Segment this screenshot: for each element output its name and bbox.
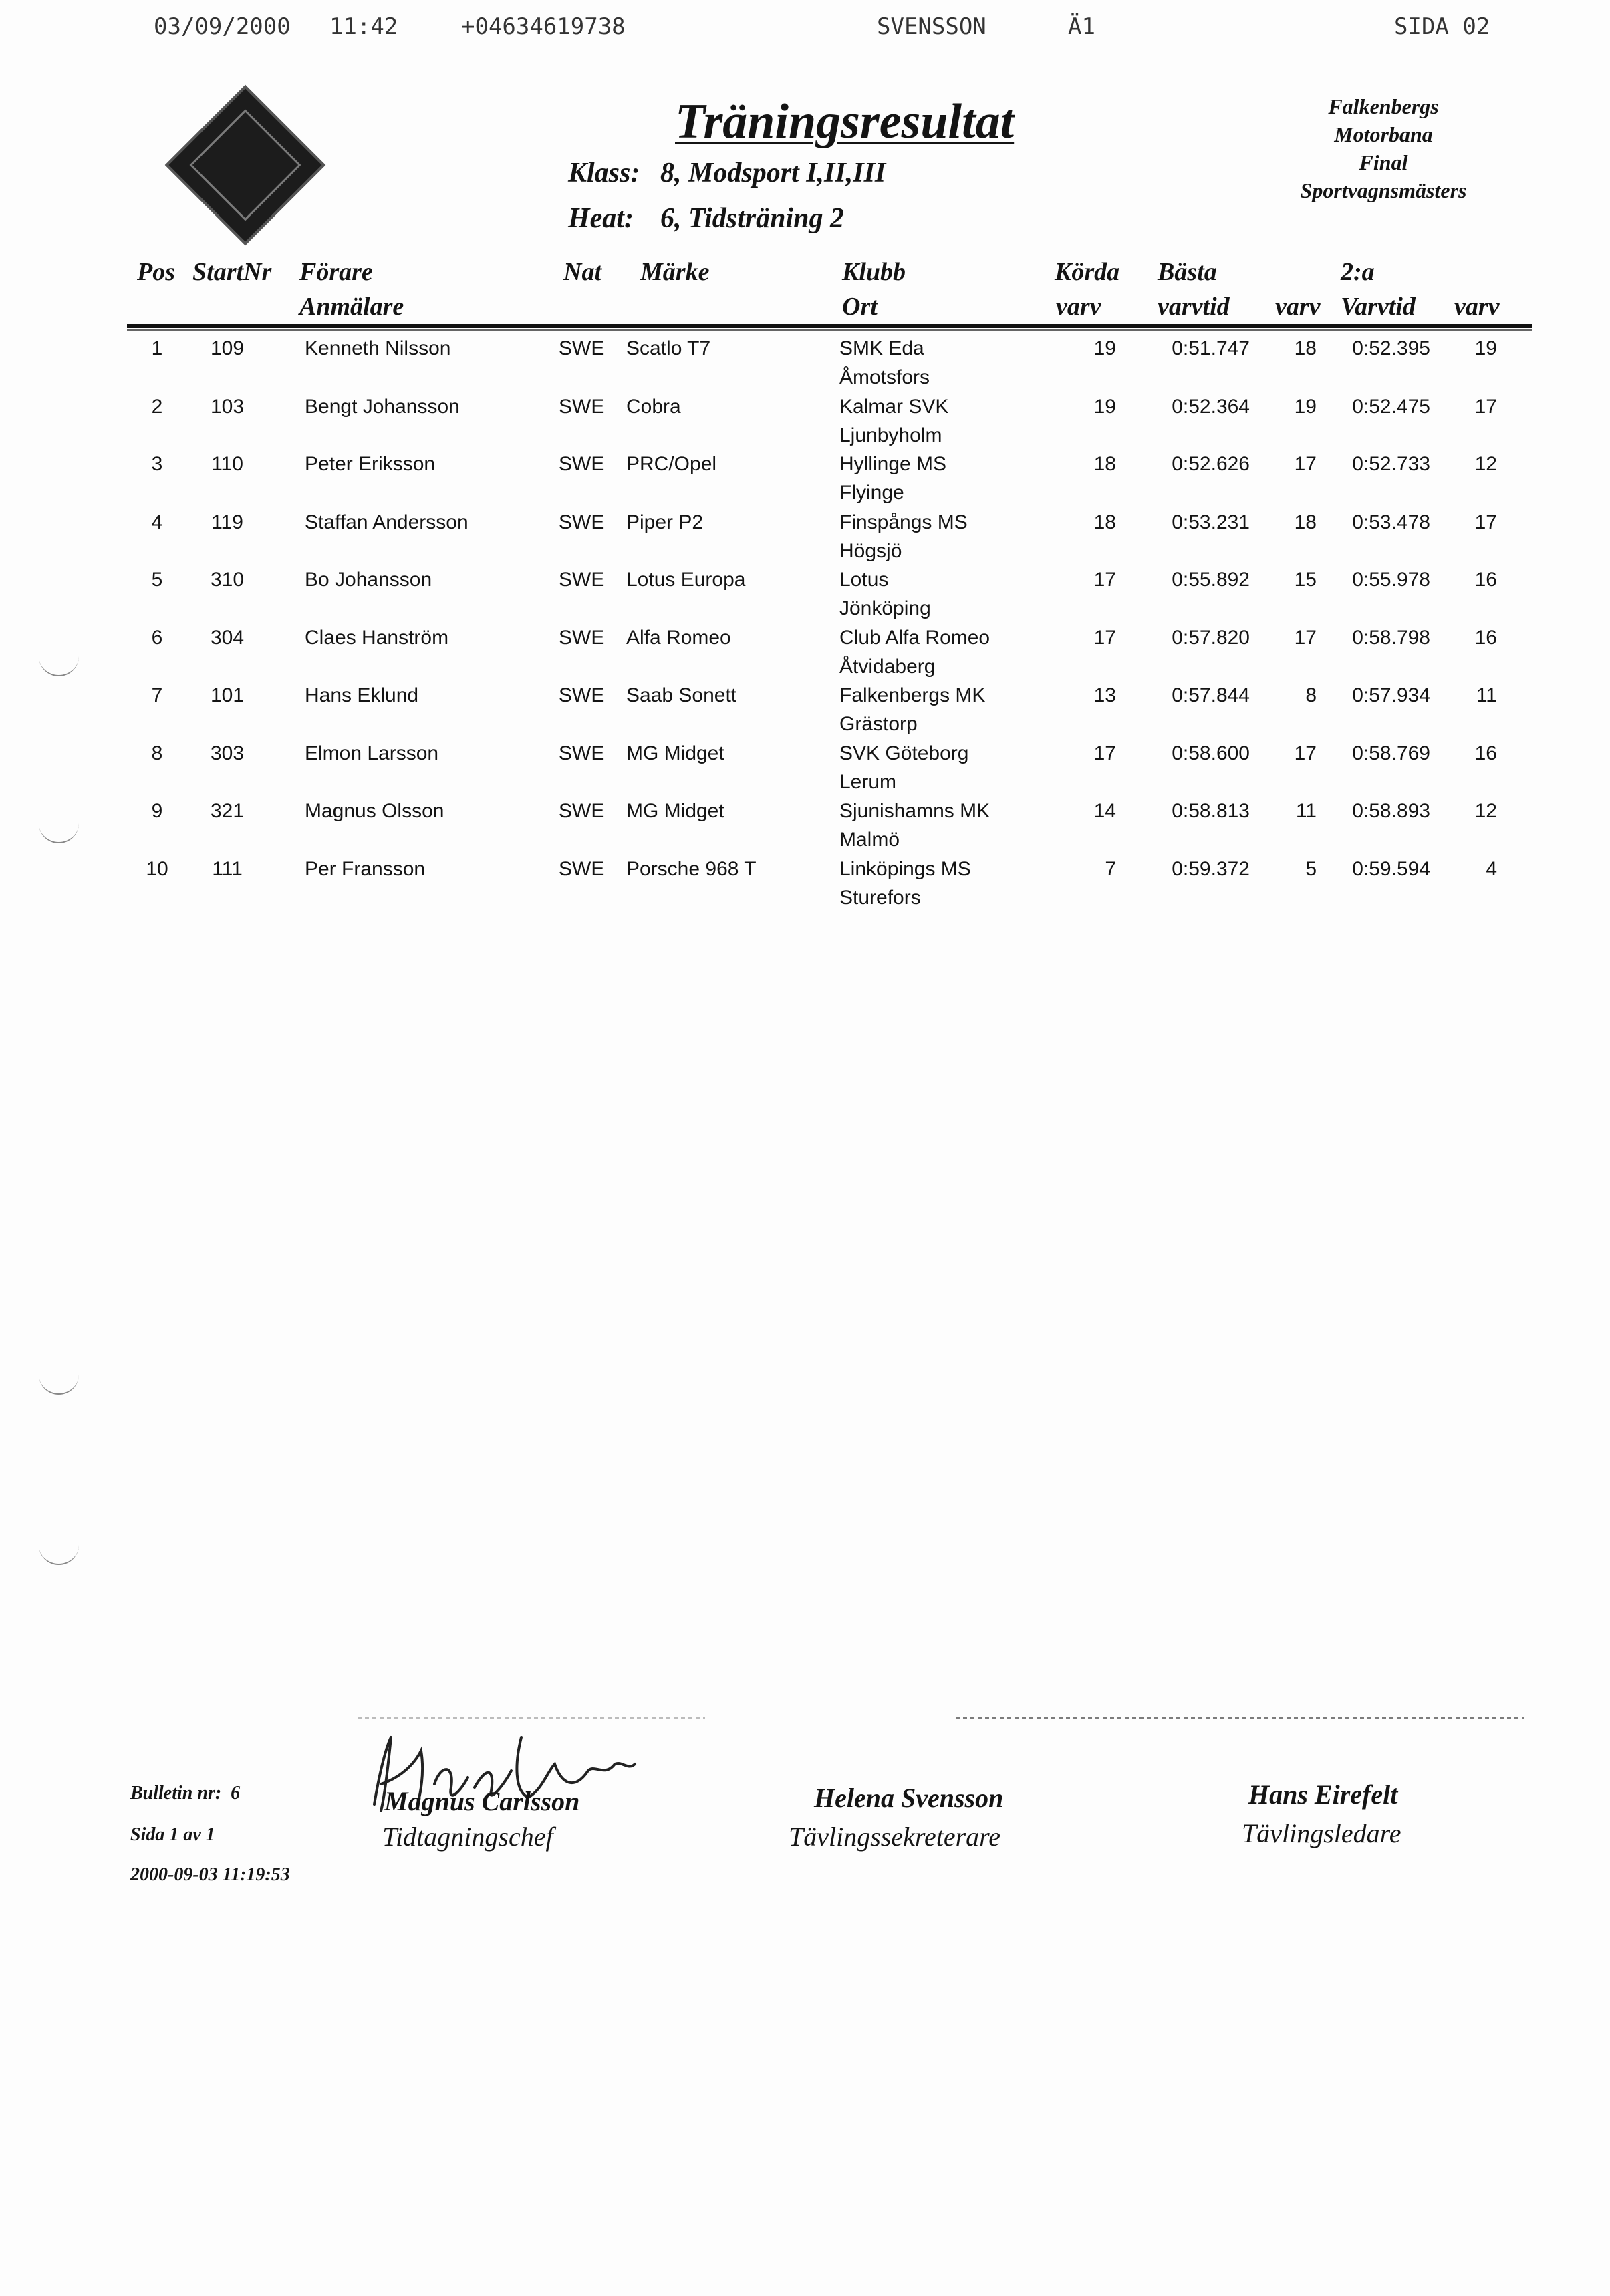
- cell-best: 0:57.844: [1172, 684, 1250, 706]
- bulletin-value: 6: [231, 1783, 241, 1804]
- cell-car: Alfa Romeo: [626, 626, 731, 649]
- signer-name: Hans Eirefelt: [1248, 1779, 1398, 1810]
- cell-driver: Peter Eriksson: [305, 453, 436, 475]
- cell-pos: 6: [151, 626, 163, 649]
- cell-second-lap: 16: [1474, 626, 1497, 649]
- cell-best-lap: 17: [1294, 626, 1317, 649]
- cell-startnr: 103: [210, 395, 245, 418]
- cell-startnr: 303: [210, 742, 245, 764]
- organizer-line: Motorbana: [1334, 122, 1433, 146]
- punch-hole-mark: [39, 822, 79, 843]
- cell-city: Flyinge: [839, 482, 904, 504]
- cell-nat: SWE: [559, 800, 605, 822]
- punch-hole-mark: [39, 1544, 79, 1565]
- col-basta-varvtid: varvtid: [1158, 293, 1230, 321]
- cell-club: SMK Eda: [839, 337, 924, 360]
- cell-second-lap: 11: [1476, 684, 1497, 706]
- cell-city: Åtvidaberg: [839, 655, 936, 678]
- cell-car: MG Midget: [626, 742, 724, 764]
- cell-best: 0:59.372: [1172, 857, 1250, 880]
- cell-second: 0:52.475: [1352, 395, 1430, 418]
- header-divider: [127, 324, 1532, 328]
- cell-best-lap: 11: [1295, 800, 1317, 822]
- col-andra-varvtid: Varvtid: [1341, 293, 1416, 321]
- heat-line: [568, 202, 844, 235]
- heat-label: Heat:: [568, 203, 634, 234]
- cell-pos: 1: [151, 337, 163, 360]
- cell-startnr: 119: [211, 511, 243, 533]
- col-marke: Märke: [640, 258, 710, 286]
- cell-pos: 3: [151, 453, 163, 475]
- cell-club: Hyllinge MS: [839, 453, 947, 475]
- cell-best: 0:55.892: [1172, 569, 1250, 591]
- cell-second: 0:59.594: [1352, 857, 1430, 880]
- bulletin-line: [130, 1783, 240, 1804]
- cell-city: Malmö: [839, 829, 900, 851]
- cell-laps: 13: [1093, 684, 1116, 706]
- cell-second-lap: 12: [1474, 453, 1497, 475]
- cell-nat: SWE: [559, 337, 605, 360]
- cell-startnr: 109: [210, 337, 245, 360]
- cell-car: Scatlo T7: [626, 337, 711, 360]
- cell-driver: Bo Johansson: [305, 569, 432, 591]
- cell-car: Saab Sonett: [626, 684, 737, 706]
- cell-best-lap: 17: [1294, 742, 1317, 764]
- cell-second-lap: 12: [1474, 800, 1497, 822]
- scan-line: [358, 1717, 705, 1719]
- cell-city: Sturefors: [839, 886, 921, 909]
- cell-driver: Elmon Larsson: [305, 742, 439, 764]
- cell-startnr: 110: [211, 453, 243, 475]
- col-ort: Ort: [842, 293, 878, 321]
- cell-nat: SWE: [559, 511, 605, 533]
- col-pos: Pos: [137, 258, 175, 286]
- col-andra: 2:a: [1341, 258, 1375, 286]
- cell-laps: 17: [1093, 742, 1116, 764]
- cell-car: Porsche 968 T: [626, 857, 757, 880]
- cell-second: 0:58.769: [1352, 742, 1430, 764]
- col-korda: Körda: [1055, 258, 1120, 286]
- cell-laps: 19: [1093, 337, 1116, 360]
- cell-laps: 7: [1105, 857, 1116, 880]
- cell-startnr: 304: [210, 626, 245, 649]
- cell-second-lap: 16: [1474, 569, 1497, 591]
- fax-date: 03/09/2000: [154, 13, 291, 40]
- header-divider-thin: [127, 329, 1532, 331]
- signer-role: Tävlingssekreterare: [789, 1822, 1000, 1852]
- cell-laps: 14: [1093, 800, 1116, 822]
- cell-pos: 9: [151, 800, 163, 822]
- cell-best: 0:53.231: [1172, 511, 1250, 533]
- cell-pos: 2: [151, 395, 163, 418]
- cell-best: 0:58.600: [1172, 742, 1250, 764]
- cell-startnr: 101: [210, 684, 245, 706]
- cell-car: PRC/Opel: [626, 453, 717, 475]
- cell-nat: SWE: [559, 569, 605, 591]
- col-andra-varv: varv: [1454, 293, 1500, 321]
- heat-value: 6, Tidsträning 2: [660, 203, 845, 234]
- signer-name: Helena Svensson: [814, 1783, 1004, 1813]
- bulletin-label: Bulletin nr:: [130, 1783, 222, 1804]
- col-varv: varv: [1275, 293, 1321, 321]
- col-basta: Bästa: [1158, 258, 1217, 286]
- organizer-logo: [165, 85, 325, 245]
- cell-nat: SWE: [559, 684, 605, 706]
- signer-role: Tidtagningschef: [382, 1822, 553, 1852]
- cell-driver: Hans Eklund: [305, 684, 419, 706]
- cell-best: 0:58.813: [1172, 800, 1250, 822]
- col-korda-varv: varv: [1056, 293, 1101, 321]
- cell-best-lap: 18: [1294, 337, 1317, 360]
- cell-club: SVK Göteborg: [839, 742, 969, 764]
- sida-line: Sida 1 av 1: [130, 1824, 215, 1845]
- cell-best-lap: 15: [1294, 569, 1317, 591]
- cell-club: Linköpings MS: [839, 857, 971, 880]
- organizer-line: Falkenbergs: [1328, 94, 1439, 118]
- organizer-line: Sportvagnsmästers: [1300, 178, 1467, 202]
- cell-city: Lerum: [839, 770, 897, 793]
- cell-pos: 10: [146, 857, 168, 880]
- cell-second: 0:58.798: [1352, 626, 1430, 649]
- cell-driver: Bengt Johansson: [305, 395, 460, 418]
- cell-second: 0:57.934: [1352, 684, 1430, 706]
- cell-laps: 18: [1093, 453, 1116, 475]
- signer-role: Tävlingsledare: [1242, 1818, 1401, 1848]
- cell-laps: 19: [1093, 395, 1116, 418]
- punch-hole-mark: [39, 655, 79, 676]
- signer-name: Magnus Carlsson: [384, 1786, 580, 1816]
- klass-label: Klass:: [568, 158, 640, 188]
- col-nat: Nat: [563, 258, 601, 286]
- cell-second-lap: 16: [1474, 742, 1497, 764]
- cell-pos: 5: [151, 569, 163, 591]
- cell-driver: Claes Hanström: [305, 626, 449, 649]
- scan-line: [956, 1717, 1524, 1719]
- cell-pos: 4: [151, 511, 163, 533]
- cell-best-lap: 18: [1294, 511, 1317, 533]
- cell-club: Club Alfa Romeo: [839, 626, 990, 649]
- cell-nat: SWE: [559, 453, 605, 475]
- cell-club: Lotus: [839, 569, 889, 591]
- cell-car: Cobra: [626, 395, 681, 418]
- cell-nat: SWE: [559, 857, 605, 880]
- cell-nat: SWE: [559, 395, 605, 418]
- cell-startnr: 111: [212, 857, 243, 880]
- cell-city: Högsjö: [839, 539, 902, 562]
- cell-laps: 17: [1093, 626, 1116, 649]
- fax-time: 11:42: [329, 13, 398, 40]
- cell-city: Grästorp: [839, 713, 918, 735]
- cell-best-lap: 19: [1294, 395, 1317, 418]
- cell-second-lap: 17: [1474, 511, 1497, 533]
- cell-second: 0:52.395: [1352, 337, 1430, 360]
- cell-best-lap: 17: [1294, 453, 1317, 475]
- cell-driver: Staffan Andersson: [305, 511, 468, 533]
- cell-driver: Kenneth Nilsson: [305, 337, 451, 360]
- cell-city: Åmotsfors: [839, 366, 930, 388]
- fax-phone: +04634619738: [461, 13, 626, 40]
- footer-timestamp: 2000-09-03 11:19:53: [130, 1864, 290, 1885]
- col-klubb: Klubb: [842, 258, 906, 286]
- cell-driver: Magnus Olsson: [305, 800, 444, 822]
- klass-value: 8, Modsport I,II,III: [660, 158, 886, 188]
- cell-second: 0:58.893: [1352, 800, 1430, 822]
- cell-city: Ljunbyholm: [839, 424, 942, 446]
- fax-code: Ä1: [1068, 13, 1095, 40]
- page-title: Träningsresultat: [675, 94, 1015, 149]
- fax-page: SIDA 02: [1394, 13, 1490, 40]
- klass-line: [568, 157, 886, 189]
- organizer-line: Final: [1359, 150, 1408, 174]
- col-forare: Förare: [299, 258, 373, 286]
- punch-hole-mark: [39, 1373, 79, 1395]
- cell-startnr: 310: [210, 569, 245, 591]
- cell-startnr: 321: [210, 800, 245, 822]
- logo-inner-frame: [190, 110, 301, 221]
- fax-sender: SVENSSON: [877, 13, 986, 40]
- cell-nat: SWE: [559, 626, 605, 649]
- cell-club: Kalmar SVK: [839, 395, 949, 418]
- cell-best: 0:52.626: [1172, 453, 1250, 475]
- cell-second-lap: 17: [1474, 395, 1497, 418]
- cell-driver: Per Fransson: [305, 857, 426, 880]
- cell-second-lap: 19: [1474, 337, 1497, 360]
- cell-car: Piper P2: [626, 511, 704, 533]
- organizer-block: [1256, 92, 1510, 204]
- cell-laps: 18: [1093, 511, 1116, 533]
- cell-best-lap: 8: [1305, 684, 1317, 706]
- cell-second: 0:53.478: [1352, 511, 1430, 533]
- cell-car: MG Midget: [626, 800, 724, 822]
- cell-pos: 8: [151, 742, 163, 764]
- cell-nat: SWE: [559, 742, 605, 764]
- cell-best-lap: 5: [1305, 857, 1317, 880]
- cell-club: Finspångs MS: [839, 511, 968, 533]
- cell-club: Sjunishamns MK: [839, 800, 990, 822]
- cell-city: Jönköping: [839, 597, 931, 619]
- cell-best: 0:52.364: [1172, 395, 1250, 418]
- cell-second: 0:52.733: [1352, 453, 1430, 475]
- cell-car: Lotus Europa: [626, 569, 746, 591]
- cell-laps: 17: [1093, 569, 1116, 591]
- col-anmalare: Anmälare: [299, 293, 404, 321]
- cell-second-lap: 4: [1486, 857, 1497, 880]
- cell-pos: 7: [151, 684, 163, 706]
- cell-best: 0:51.747: [1172, 337, 1250, 360]
- cell-best: 0:57.820: [1172, 626, 1250, 649]
- col-startnr: StartNr: [192, 258, 272, 286]
- cell-club: Falkenbergs MK: [839, 684, 986, 706]
- cell-second: 0:55.978: [1352, 569, 1430, 591]
